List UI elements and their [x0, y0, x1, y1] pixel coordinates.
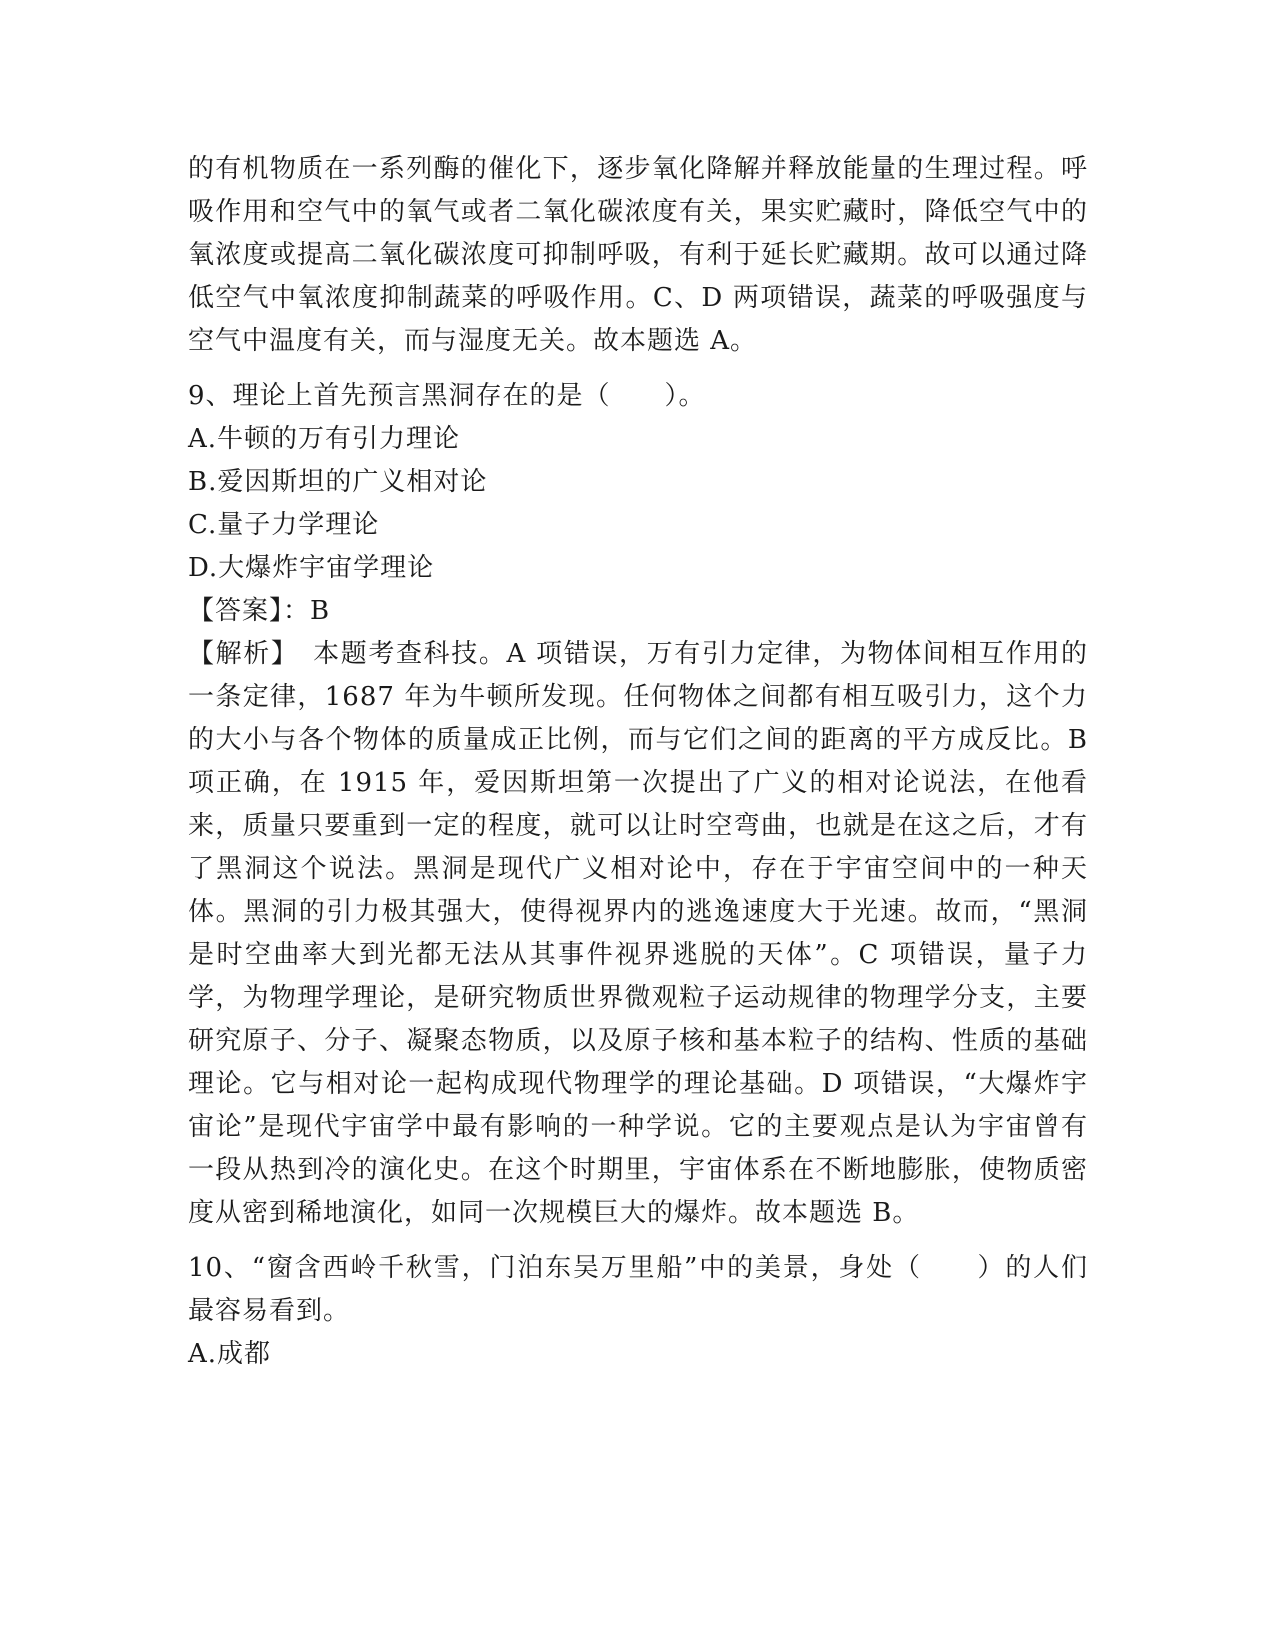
- q9-analysis: 【解析】 本题考查科技。A 项错误，万有引力定律，为物体间相互作用的一条定律，1687 年为牛顿所发现。任何物体之间都有相互吸引力，这个力的大小与各个物体的质量成正比例，而与它们之间的距离的平方成反比。B 项正确，在 1915 年，爱因斯坦第一次提出了广义的相对论说法，在他看来，质量只要重到一定的程度，就可以让时空弯曲，也就是在这之后，才有了黑洞这个说法。黑洞是现代广义相对论中，存在于宇宙空间中的一种天体。黑洞的引力极其强大，使得视界内的逃逸速度大于光速。故而，“黑洞是时空曲率大到光都无法从其事件视界逃脱的天体”。C 项错误，量子力学，为物理学理论，是研究物质世界微观粒子运动规律的物理学分支，主要研究原子、分子、凝聚态物质，以及原子核和基本粒子的结构、性质的基础理论。它与相对论一起构成现代物理学的理论基础。D 项错误，“大爆炸宇宙论”是现代宇宙学中最有影响的一种学说。它的主要观点是认为宇宙曾有一段从热到冷的演化史。在这个时期里，宇宙体系在不断地膨胀，使物质密度从密到稀地演化，如同一次规模巨大的爆炸。故本题选 B。: [188, 639, 1088, 1228]
- q9-answer: 【答案】：B: [188, 596, 331, 626]
- q8-explanation-tail: 的有机物质在一系列酶的催化下，逐步氧化降解并释放能量的生理过程。呼吸作用和空气中的氧气或者二氧化碳浓度有关，果实贮藏时，降低空气中的氧浓度或提高二氧化碳浓度可抑制呼吸，有利于延长贮藏期。故可以通过降低空气中氧浓度抑制蔬菜的呼吸作用。C、D 两项错误，蔬菜的呼吸强度与空气中温度有关，而与湿度无关。故本题选 A。: [188, 154, 1088, 356]
- q9-option-d: D.大爆炸宇宙学理论: [188, 553, 435, 583]
- question-9: [188, 375, 1088, 1235]
- document-page: [188, 148, 1088, 1376]
- q10-stem: 10、“窗含西岭千秋雪，门泊东吴万里船”中的美景，身处（ ）的人们最容易看到。: [188, 1253, 1088, 1326]
- q9-option-a: A.牛顿的万有引力理论: [188, 424, 461, 454]
- q9-option-b: B.爱因斯坦的广义相对论: [188, 467, 488, 497]
- q9-stem: 9、理论上首先预言黑洞存在的是（ ）。: [188, 381, 706, 411]
- q9-option-c: C.量子力学理论: [188, 510, 380, 540]
- question-10: [188, 1247, 1088, 1376]
- q10-option-a: A.成都: [188, 1339, 272, 1369]
